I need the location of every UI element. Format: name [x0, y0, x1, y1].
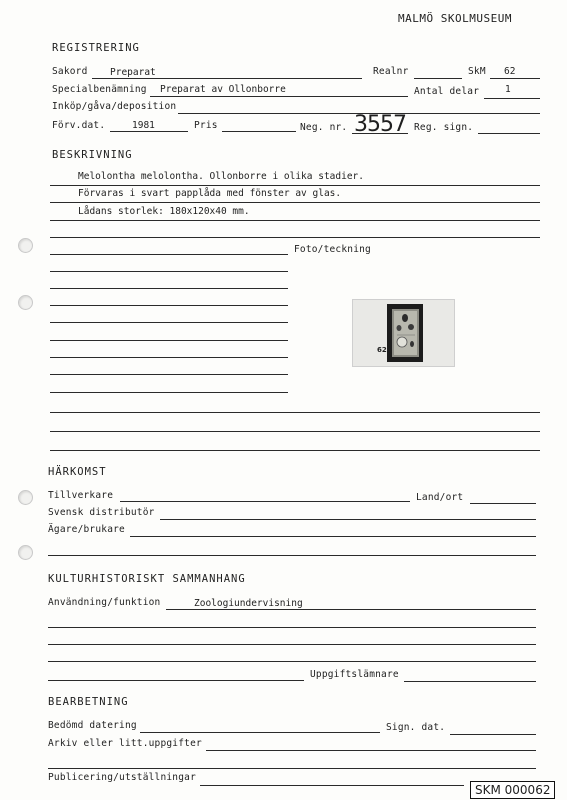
- photo-number: 62: [377, 346, 387, 354]
- field-line: [450, 734, 536, 735]
- field-line: [160, 519, 536, 520]
- field-line: [206, 750, 536, 751]
- field-line: [478, 133, 540, 134]
- label-reg-sign: Reg. sign.: [414, 122, 474, 133]
- field-line: [50, 288, 288, 289]
- field-line: [50, 220, 540, 221]
- field-line: [50, 357, 288, 358]
- value-forv-dat: 1981: [132, 120, 155, 131]
- label-specialbenamning: Specialbenämning: [52, 84, 147, 95]
- catalog-id-stamp: SKM 000062: [470, 781, 555, 799]
- label-tillverkare: Tillverkare: [48, 490, 114, 501]
- field-line: [470, 503, 536, 504]
- field-line: [48, 768, 536, 769]
- field-line: [50, 340, 288, 341]
- field-line: [222, 131, 296, 132]
- field-line: [48, 661, 536, 662]
- label-realnr: Realnr: [373, 66, 409, 77]
- punch-hole: [18, 238, 33, 253]
- field-line: [166, 609, 536, 610]
- field-line: [50, 271, 288, 272]
- label-svensk-distributor: Svensk distributör: [48, 507, 155, 518]
- label-uppgiftslamnare: Uppgiftslämnare: [310, 669, 399, 680]
- section-kulturhistoriskt: KULTURHISTORISKT SAMMANHANG: [48, 573, 246, 585]
- field-line: [110, 131, 188, 132]
- section-beskrivning: BESKRIVNING: [52, 149, 133, 161]
- label-agare-brukare: Ägare/brukare: [48, 524, 125, 535]
- field-line: [48, 627, 536, 628]
- punch-hole: [18, 490, 33, 505]
- field-line: [50, 237, 540, 238]
- label-antal-delar: Antal delar: [414, 86, 480, 97]
- section-registrering: REGISTRERING: [52, 42, 140, 54]
- label-skm: SkM: [468, 66, 486, 77]
- field-line: [130, 536, 536, 537]
- label-forv-dat: Förv.dat.: [52, 120, 106, 131]
- insect-box-photo: [353, 300, 454, 366]
- description-line-1: Melolontha melolontha. Ollonborre i olika stadier.: [78, 171, 364, 182]
- field-line: [490, 78, 540, 79]
- object-photo: [352, 299, 455, 367]
- field-line: [414, 78, 462, 79]
- label-anvandning: Användning/funktion: [48, 597, 161, 608]
- field-line: [48, 555, 536, 556]
- value-anvandning: Zoologiundervisning: [194, 598, 303, 609]
- field-line: [50, 185, 540, 186]
- value-antal-delar: 1: [505, 84, 511, 95]
- label-sign-dat: Sign. dat.: [386, 722, 446, 733]
- field-line: [404, 681, 536, 682]
- field-line: [48, 680, 304, 681]
- field-line: [48, 644, 536, 645]
- label-inkop: Inköp/gåva/deposition: [52, 101, 177, 112]
- section-bearbetning: BEARBETNING: [48, 696, 129, 708]
- label-publicering: Publicering/utställningar: [48, 772, 196, 783]
- museum-name: MALMÖ SKOLMUSEUM: [398, 12, 512, 25]
- value-specialbenamning: Preparat av Ollonborre: [160, 84, 286, 95]
- field-line: [50, 202, 540, 203]
- label-neg-nr: Neg. nr.: [300, 122, 348, 133]
- value-skm: 62: [504, 66, 516, 77]
- punch-hole: [18, 295, 33, 310]
- field-line: [50, 374, 288, 375]
- label-arkiv: Arkiv eller litt.uppgifter: [48, 738, 202, 749]
- field-line: [92, 78, 362, 79]
- value-neg-nr: 3557: [354, 112, 406, 137]
- value-sakord: Preparat: [110, 67, 156, 78]
- field-line: [484, 98, 540, 99]
- label-bedomd-datering: Bedömd datering: [48, 720, 137, 731]
- label-foto-teckning: Foto/teckning: [294, 244, 371, 255]
- field-line: [120, 501, 410, 502]
- label-land-ort: Land/ort: [416, 492, 464, 503]
- description-line-3: Lådans storlek: 180x120x40 mm.: [78, 206, 250, 217]
- label-sakord: Sakord: [52, 66, 88, 77]
- punch-hole: [18, 545, 33, 560]
- field-line: [140, 732, 380, 733]
- field-line: [50, 254, 288, 255]
- field-line: [50, 322, 288, 323]
- field-line: [200, 785, 464, 786]
- label-pris: Pris: [194, 120, 218, 131]
- field-line: [150, 96, 408, 97]
- description-line-2: Förvaras i svart papplåda med fönster av glas.: [78, 188, 342, 199]
- field-line: [50, 450, 540, 451]
- field-line: [50, 431, 540, 432]
- field-line: [50, 412, 540, 413]
- section-harkomst: HÄRKOMST: [48, 466, 107, 478]
- field-line: [50, 305, 288, 306]
- field-line: [50, 392, 288, 393]
